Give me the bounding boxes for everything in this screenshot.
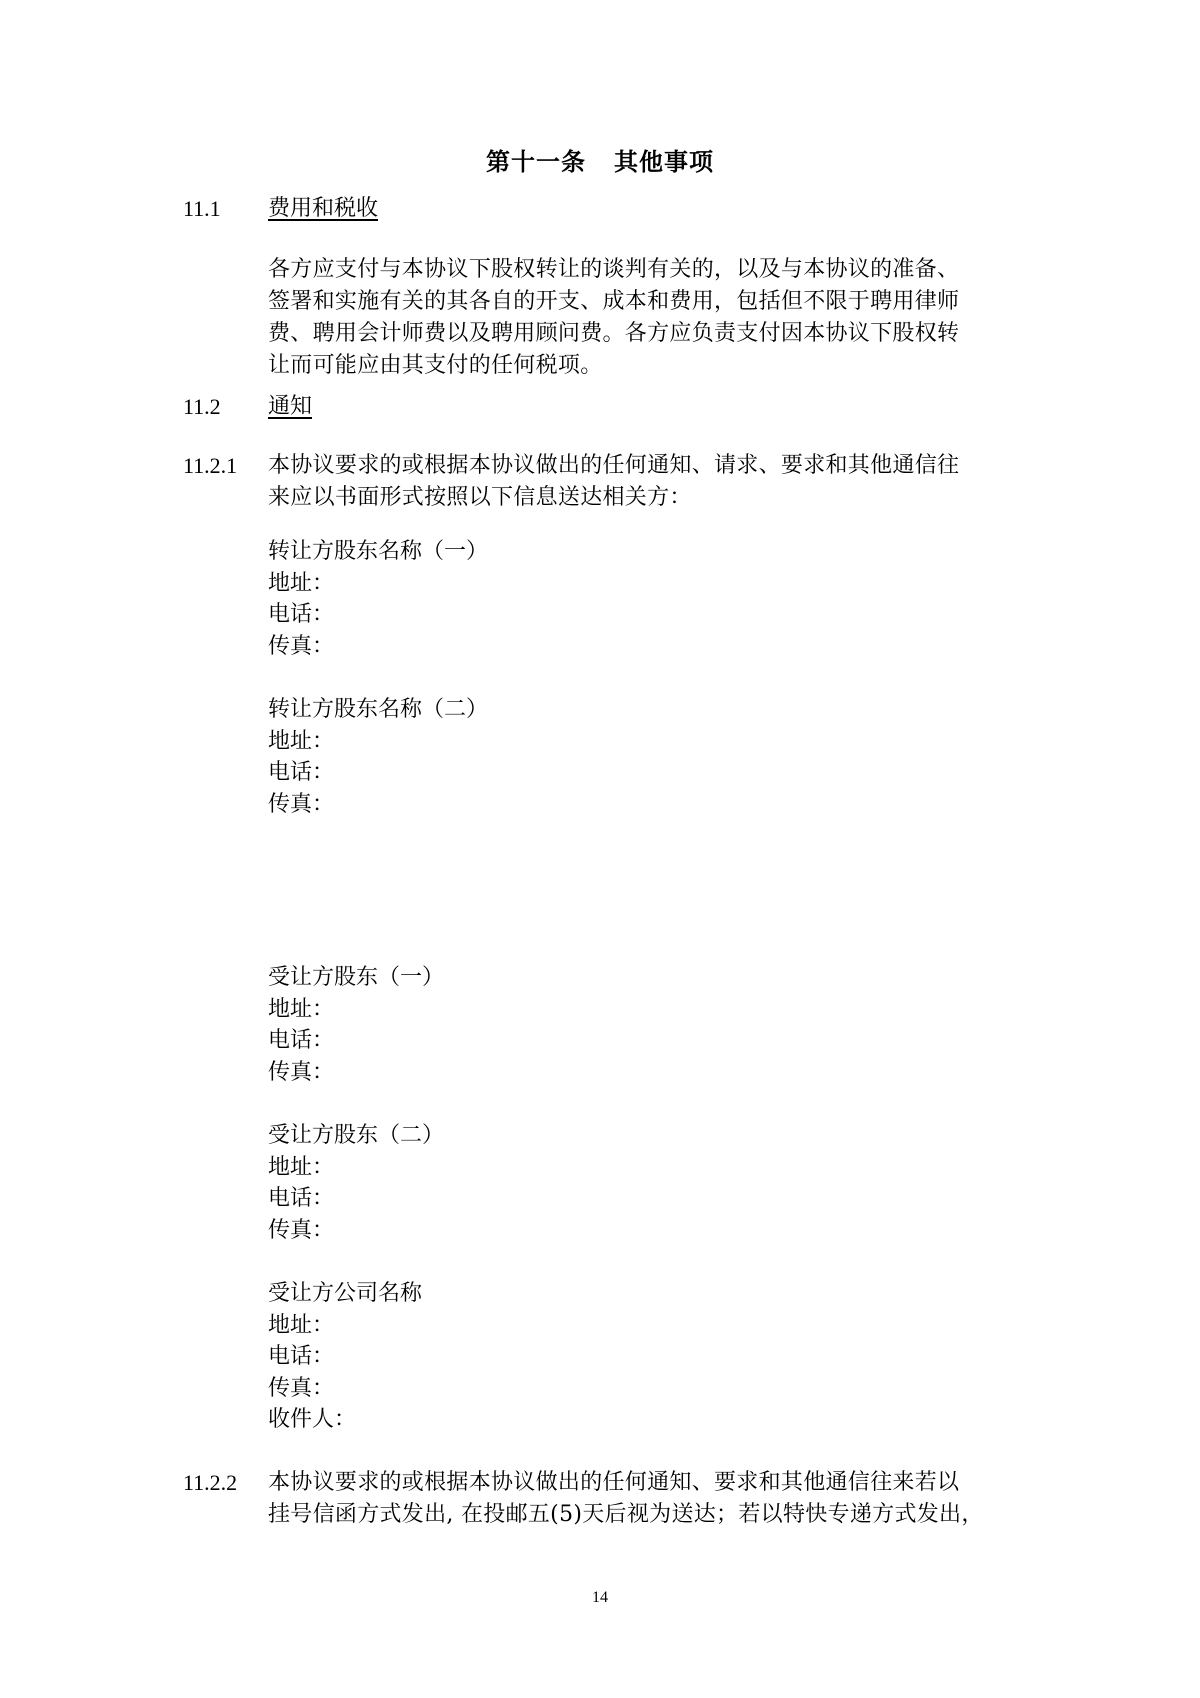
contact-name: 受让方公司名称 [268, 1281, 423, 1306]
contact-address: 地址： [268, 1154, 335, 1180]
contact-fax: 传真： [268, 1217, 335, 1243]
contact-recipient: 收件人： [268, 1407, 357, 1432]
paragraph-line: 签署和实施有关的其各自的开支、成本和费用，包括但不限于聘用律师 [268, 289, 960, 314]
page-number: 14 [592, 1589, 608, 1606]
contact-phone: 电话： [268, 1028, 335, 1053]
section-number-11-2-2: 11.2.2 [183, 1470, 238, 1495]
contact-name: 转让方股东名称（一） [268, 539, 489, 564]
paragraph-line: 费、聘用会计师费以及聘用顾问费。各方应负责支付因本协议下股权转 [268, 321, 960, 346]
contact-fax: 传真： [268, 1375, 335, 1401]
paragraph-line: 本协议要求的或根据本协议做出的任何通知、请求、要求和其他通信往 [268, 453, 960, 478]
section-number-11-2-1: 11.2.1 [183, 453, 238, 478]
section-11-2-2-paragraph [268, 1467, 1028, 1531]
article-number: 第十一条 [486, 147, 586, 176]
contact-fax: 传真： [268, 1059, 335, 1085]
contact-phone: 电话： [268, 1344, 335, 1369]
contact-address: 地址： [268, 570, 335, 596]
contact-address: 地址： [268, 1312, 335, 1338]
contact-address: 地址： [268, 728, 335, 754]
contact-name: 转让方股东名称（二） [268, 697, 489, 722]
paragraph-line: 挂号信函方式发出, 在投邮五(5)天后视为送达；若以特快专递方式发出， [268, 1502, 984, 1527]
paragraph-line: 来应以书面形式按照以下信息送达相关方： [268, 485, 692, 510]
article-heading: 其他事项 [614, 147, 714, 176]
contact-address: 地址： [268, 996, 335, 1022]
contact-block-transferor-2 [268, 694, 488, 820]
section-number-11-2: 11.2 [183, 394, 221, 419]
contact-block-transferor-1 [268, 536, 488, 662]
section-number-11-1: 11.1 [183, 196, 221, 221]
contact-block-transferee-company [268, 1278, 422, 1436]
section-heading-notices: 通知 [268, 394, 313, 419]
contact-block-transferee-2 [268, 1120, 444, 1246]
contact-fax: 传真： [268, 791, 335, 817]
section-11-2-1-paragraph [268, 450, 1028, 514]
contact-name: 受让方股东（一） [268, 965, 445, 990]
contact-phone: 电话： [268, 1186, 335, 1211]
section-heading-fees-and-taxes: 费用和税收 [268, 196, 379, 221]
paragraph-line: 各方应支付与本协议下股权转让的谈判有关的，以及与本协议的准备、 [268, 257, 960, 282]
contact-phone: 电话： [268, 602, 335, 627]
contact-fax: 传真： [268, 633, 335, 659]
section-11-1-paragraph [268, 254, 1028, 382]
contact-block-transferee-1 [268, 962, 444, 1088]
contact-phone: 电话： [268, 760, 335, 785]
article-title [0, 147, 1200, 177]
paragraph-line: 本协议要求的或根据本协议做出的任何通知、要求和其他通信往来若以 [268, 1470, 960, 1495]
paragraph-line: 让而可能应由其支付的任何税项。 [268, 353, 603, 378]
contact-name: 受让方股东（二） [268, 1123, 445, 1148]
